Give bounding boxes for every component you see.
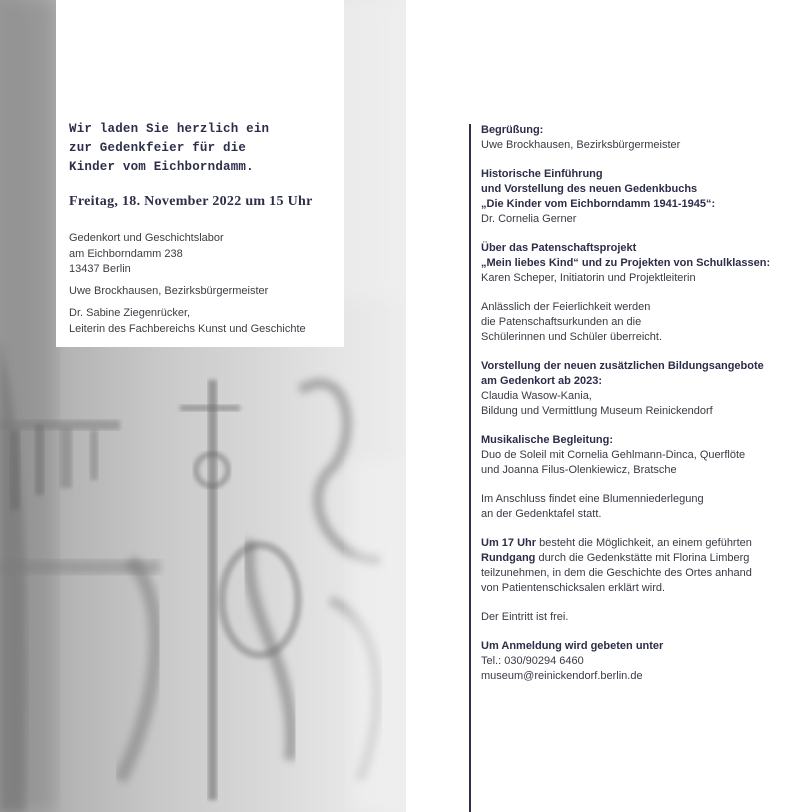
tour-text bbox=[481, 536, 781, 551]
tour-text-part: durch die Gedenkstätte mit Florina Limberg bbox=[535, 552, 750, 564]
certificates-text: Anlässlich der Feierlichkeit werden bbox=[481, 301, 651, 313]
invitation-line: zur Gedenkfeier für die bbox=[69, 141, 247, 155]
host-mayor: Uwe Brockhausen, Bezirksbürgermeister bbox=[69, 285, 269, 297]
tour-time: Um 17 Uhr bbox=[481, 537, 537, 549]
host-director-name: Dr. Sabine Ziegenrücker, bbox=[69, 307, 191, 319]
sponsorship-speaker: Karen Scheper, Initiatorin und Projektleiterin bbox=[481, 272, 696, 284]
registration-email: museum@reinickendorf.berlin.de bbox=[481, 670, 643, 682]
intro-title: „Die Kinder vom Eichborndamm 1941-1945“: bbox=[481, 198, 716, 210]
certificates-text: Schülerinnen und Schüler überreicht. bbox=[481, 331, 663, 343]
intro-title: und Vorstellung des neuen Gedenkbuchs bbox=[481, 183, 698, 195]
greeting-title: Begrüßung: bbox=[481, 124, 544, 136]
program-list bbox=[481, 123, 781, 684]
education-title: Vorstellung der neuen zusätzlichen Bildungsangebote bbox=[481, 360, 764, 372]
host-director-title: Leiterin des Fachbereichs Kunst und Geschichte bbox=[69, 322, 306, 335]
education-title: am Gedenkort ab 2023: bbox=[481, 375, 603, 387]
event-date: Freitag, 18. November 2022 um 15 Uhr bbox=[69, 194, 313, 209]
invitation-line: Wir laden Sie herzlich ein bbox=[69, 122, 270, 136]
invitation-text bbox=[69, 120, 339, 177]
invitation-line: Kinder vom Eichborndamm. bbox=[69, 160, 254, 174]
intro-title: Historische Einführung bbox=[481, 168, 603, 180]
intro-speaker: Dr. Cornelia Gerner bbox=[481, 213, 577, 225]
education-speaker: Claudia Wasow-Kania, bbox=[481, 390, 592, 402]
registration-title: Um Anmeldung wird gebeten unter bbox=[481, 640, 664, 652]
tour-label: Rundgang bbox=[481, 552, 536, 564]
venue-line: am Eichborndamm 238 bbox=[69, 247, 183, 260]
music-text: Duo de Soleil mit Cornelia Gehlmann-Dinca, Querflöte bbox=[481, 449, 746, 461]
sponsorship-title: Über das Patenschaftsprojekt bbox=[481, 242, 637, 254]
venue-line: Gedenkort und Geschichtslabor bbox=[69, 232, 224, 244]
music-text: und Joanna Filus-Olenkiewicz, Bratsche bbox=[481, 464, 677, 476]
flowers-text: an der Gedenktafel statt. bbox=[481, 508, 602, 520]
event-venue bbox=[69, 231, 224, 278]
host-director bbox=[69, 306, 306, 337]
flowers-text: Im Anschluss findet eine Blumenniederlegung bbox=[481, 493, 704, 505]
venue-line: 13437 Berlin bbox=[69, 263, 131, 275]
music-title: Musikalische Begleitung: bbox=[481, 434, 614, 446]
invitation-card bbox=[56, 0, 344, 347]
tour-text: von Patientenschicksalen erklärt wird. bbox=[481, 582, 666, 594]
registration-phone: Tel.: 030/90294 6460 bbox=[481, 655, 584, 667]
vertical-divider bbox=[469, 124, 471, 812]
admission-text: Der Eintritt ist frei. bbox=[481, 611, 569, 623]
education-speaker: Bildung und Vermittlung Museum Reinickendorf bbox=[481, 405, 713, 417]
tour-text-part: besteht die Möglichkeit, an einem geführten bbox=[536, 537, 752, 549]
tour-text: teilzunehmen, in dem die Geschichte des Ortes anhand bbox=[481, 567, 752, 579]
certificates-text: die Patenschaftsurkunden an die bbox=[481, 316, 642, 328]
greeting-text: Uwe Brockhausen, Bezirksbürgermeister bbox=[481, 139, 681, 151]
sponsorship-title: „Mein liebes Kind“ und zu Projekten von Schulklassen: bbox=[481, 257, 771, 269]
tour-text bbox=[481, 551, 781, 566]
